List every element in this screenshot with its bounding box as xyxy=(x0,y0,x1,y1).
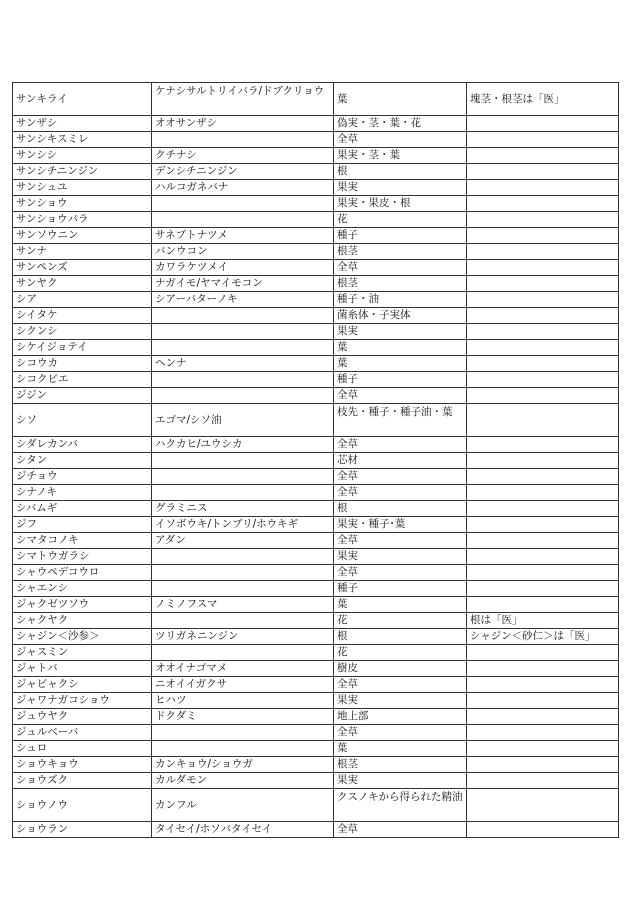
cell-name: シバムギ xyxy=(13,501,152,517)
cell-name: ショウノウ xyxy=(13,789,152,822)
cell-name: シクンシ xyxy=(13,324,152,340)
cell-name: シケイジョテイ xyxy=(13,340,152,356)
cell-note xyxy=(467,212,619,228)
table-row xyxy=(13,388,619,404)
cell-note xyxy=(467,276,619,292)
table-row xyxy=(13,517,619,533)
cell-alias: オオサンザシ xyxy=(152,116,334,132)
cell-part: 芯材 xyxy=(334,453,467,469)
cell-name: ジュウヤク xyxy=(13,709,152,725)
cell-part: 根茎 xyxy=(334,276,467,292)
cell-note xyxy=(467,437,619,453)
cell-name: シュロ xyxy=(13,741,152,757)
cell-alias: グラミニス xyxy=(152,501,334,517)
cell-part: 葉 xyxy=(334,356,467,372)
table-row xyxy=(13,260,619,276)
cell-name: ジャクゼツソウ xyxy=(13,597,152,613)
table-row xyxy=(13,340,619,356)
cell-alias: ナガイモ/ヤマイモコン xyxy=(152,276,334,292)
cell-part: 葉 xyxy=(334,340,467,356)
table-row xyxy=(13,148,619,164)
cell-part: 果実・種子･葉 xyxy=(334,517,467,533)
cell-note xyxy=(467,661,619,677)
cell-note xyxy=(467,533,619,549)
cell-name: シコクビエ xyxy=(13,372,152,388)
table-row xyxy=(13,437,619,453)
cell-alias: ハクカヒ/ユウシカ xyxy=(152,437,334,453)
cell-alias: サネブトナツメ xyxy=(152,228,334,244)
table-row xyxy=(13,228,619,244)
cell-note xyxy=(467,517,619,533)
cell-name: サンザシ xyxy=(13,116,152,132)
cell-part: 全草 xyxy=(334,388,467,404)
cell-name: ショウズク xyxy=(13,773,152,789)
cell-note xyxy=(467,757,619,773)
table-row xyxy=(13,822,619,838)
table-row xyxy=(13,741,619,757)
cell-note xyxy=(467,501,619,517)
cell-alias xyxy=(152,453,334,469)
cell-part: 根茎 xyxy=(334,757,467,773)
cell-note xyxy=(467,469,619,485)
cell-alias xyxy=(152,725,334,741)
cell-name: サンキライ xyxy=(13,83,152,116)
table-row xyxy=(13,597,619,613)
cell-part: 全草 xyxy=(334,725,467,741)
cell-part: 樹皮 xyxy=(334,661,467,677)
cell-part: 葉 xyxy=(334,597,467,613)
cell-name: サンナ xyxy=(13,244,152,260)
cell-alias: カワラケツメイ xyxy=(152,260,334,276)
cell-name: ジャトバ xyxy=(13,661,152,677)
table-row xyxy=(13,613,619,629)
cell-name: ジャスミン xyxy=(13,645,152,661)
cell-part: クスノキから得られた精油 xyxy=(334,789,467,822)
cell-part: 全草 xyxy=(334,822,467,838)
cell-name: シコウカ xyxy=(13,356,152,372)
table-row xyxy=(13,404,619,437)
cell-part: 枝先・種子・種子油・葉 xyxy=(334,404,467,437)
cell-name: サンショウバラ xyxy=(13,212,152,228)
table-row xyxy=(13,757,619,773)
cell-part: 種子 xyxy=(334,372,467,388)
cell-name: サンペンズ xyxy=(13,260,152,276)
cell-part: 地上部 xyxy=(334,709,467,725)
cell-part: 根 xyxy=(334,501,467,517)
table-row xyxy=(13,292,619,308)
cell-alias xyxy=(152,613,334,629)
cell-note xyxy=(467,388,619,404)
cell-note xyxy=(467,485,619,501)
table-row xyxy=(13,212,619,228)
table-row xyxy=(13,789,619,822)
cell-name: サンショウ xyxy=(13,196,152,212)
table-row xyxy=(13,581,619,597)
cell-alias: カルダモン xyxy=(152,773,334,789)
table-row xyxy=(13,549,619,565)
cell-alias xyxy=(152,324,334,340)
cell-name: サンシチニンジン xyxy=(13,164,152,180)
cell-alias: カンキョウ/ショウガ xyxy=(152,757,334,773)
cell-alias: ドクダミ xyxy=(152,709,334,725)
cell-part: 根 xyxy=(334,629,467,645)
cell-alias xyxy=(152,469,334,485)
cell-part: 果実 xyxy=(334,549,467,565)
cell-name: サンシキスミレ xyxy=(13,132,152,148)
table-row xyxy=(13,116,619,132)
cell-alias xyxy=(152,132,334,148)
cell-note xyxy=(467,148,619,164)
cell-note: 根は「医」 xyxy=(467,613,619,629)
cell-name: シイタケ xyxy=(13,308,152,324)
cell-note xyxy=(467,453,619,469)
cell-part: 花 xyxy=(334,212,467,228)
cell-part: 果実 xyxy=(334,773,467,789)
cell-alias xyxy=(152,308,334,324)
cell-note xyxy=(467,581,619,597)
cell-note xyxy=(467,116,619,132)
cell-alias: バンウコン xyxy=(152,244,334,260)
cell-part: 果実 xyxy=(334,693,467,709)
cell-name: シタン xyxy=(13,453,152,469)
cell-alias: ニオイイガクサ xyxy=(152,677,334,693)
cell-alias xyxy=(152,549,334,565)
cell-alias: ハルコガネバナ xyxy=(152,180,334,196)
cell-note xyxy=(467,741,619,757)
cell-part: 果実・茎・葉 xyxy=(334,148,467,164)
cell-note xyxy=(467,260,619,276)
cell-alias: シアーバターノキ xyxy=(152,292,334,308)
herb-table-body xyxy=(13,83,619,838)
cell-name: シャクヤク xyxy=(13,613,152,629)
table-row xyxy=(13,645,619,661)
cell-alias: クチナシ xyxy=(152,148,334,164)
cell-part: 全草 xyxy=(334,533,467,549)
cell-alias: オオイナゴマメ xyxy=(152,661,334,677)
cell-name: サンシュユ xyxy=(13,180,152,196)
cell-part: 全草 xyxy=(334,469,467,485)
cell-alias xyxy=(152,645,334,661)
cell-note xyxy=(467,565,619,581)
table-row xyxy=(13,773,619,789)
cell-name: シソ xyxy=(13,404,152,437)
cell-alias: デンシチニンジン xyxy=(152,164,334,180)
cell-name: サンシシ xyxy=(13,148,152,164)
cell-part: 種子 xyxy=(334,581,467,597)
cell-name: シア xyxy=(13,292,152,308)
cell-note xyxy=(467,677,619,693)
cell-part: 葉 xyxy=(334,83,467,116)
table-row xyxy=(13,324,619,340)
table-row xyxy=(13,533,619,549)
cell-alias xyxy=(152,485,334,501)
table-row xyxy=(13,677,619,693)
cell-note xyxy=(467,404,619,437)
table-row xyxy=(13,629,619,645)
cell-note xyxy=(467,228,619,244)
cell-alias: タイセイ/ホソバタイセイ xyxy=(152,822,334,838)
cell-alias xyxy=(152,372,334,388)
cell-part: 花 xyxy=(334,613,467,629)
table-row xyxy=(13,196,619,212)
cell-part: 根茎 xyxy=(334,244,467,260)
cell-part: 偽実・茎・葉・花 xyxy=(334,116,467,132)
cell-alias: ヒハツ xyxy=(152,693,334,709)
cell-name: シャエンシ xyxy=(13,581,152,597)
cell-alias: エゴマ/シソ油 xyxy=(152,404,334,437)
cell-note xyxy=(467,164,619,180)
table-row xyxy=(13,164,619,180)
cell-alias xyxy=(152,212,334,228)
cell-note xyxy=(467,244,619,260)
cell-note xyxy=(467,597,619,613)
cell-note xyxy=(467,340,619,356)
cell-alias: アダン xyxy=(152,533,334,549)
cell-name: ショウキョウ xyxy=(13,757,152,773)
cell-note xyxy=(467,196,619,212)
cell-alias: ヘンナ xyxy=(152,356,334,372)
cell-note xyxy=(467,773,619,789)
table-row xyxy=(13,83,619,116)
table-row xyxy=(13,372,619,388)
cell-part: 全草 xyxy=(334,132,467,148)
cell-alias xyxy=(152,565,334,581)
cell-part: 全草 xyxy=(334,437,467,453)
cell-name: シャジン＜沙参＞ xyxy=(13,629,152,645)
cell-note xyxy=(467,132,619,148)
cell-note xyxy=(467,356,619,372)
cell-part: 果実・果皮・根 xyxy=(334,196,467,212)
cell-part: 全草 xyxy=(334,677,467,693)
cell-part: 全草 xyxy=(334,260,467,276)
table-row xyxy=(13,661,619,677)
cell-part: 根 xyxy=(334,164,467,180)
table-row xyxy=(13,469,619,485)
cell-alias xyxy=(152,388,334,404)
cell-part: 全草 xyxy=(334,565,467,581)
cell-name: サンヤク xyxy=(13,276,152,292)
cell-note: 塊茎・根茎は「医」 xyxy=(467,83,619,116)
cell-note xyxy=(467,789,619,822)
cell-alias: イソボウキ/トンブリ/ホウキギ xyxy=(152,517,334,533)
cell-part: 菌糸体・子実体 xyxy=(334,308,467,324)
table-row xyxy=(13,356,619,372)
cell-note xyxy=(467,693,619,709)
cell-name: ジャワナガコショウ xyxy=(13,693,152,709)
cell-part: 花 xyxy=(334,645,467,661)
cell-name: シマトウガラシ xyxy=(13,549,152,565)
cell-name: ジチョウ xyxy=(13,469,152,485)
cell-alias: カンフル xyxy=(152,789,334,822)
cell-alias xyxy=(152,581,334,597)
cell-part: 全草 xyxy=(334,485,467,501)
cell-name: シマタコノキ xyxy=(13,533,152,549)
cell-part: 種子 xyxy=(334,228,467,244)
cell-name: ジュルベーバ xyxy=(13,725,152,741)
cell-note xyxy=(467,324,619,340)
cell-note xyxy=(467,372,619,388)
cell-part: 果実 xyxy=(334,324,467,340)
table-row xyxy=(13,725,619,741)
table-row xyxy=(13,132,619,148)
cell-alias xyxy=(152,741,334,757)
table-row xyxy=(13,308,619,324)
cell-name: ジフ xyxy=(13,517,152,533)
cell-note xyxy=(467,725,619,741)
cell-name: ショウラン xyxy=(13,822,152,838)
table-row xyxy=(13,709,619,725)
cell-note xyxy=(467,709,619,725)
cell-note: シャジン＜砂仁＞は「医」 xyxy=(467,629,619,645)
table-row xyxy=(13,180,619,196)
table-row xyxy=(13,693,619,709)
table-row xyxy=(13,501,619,517)
cell-note xyxy=(467,292,619,308)
cell-note xyxy=(467,308,619,324)
cell-note xyxy=(467,180,619,196)
cell-alias xyxy=(152,196,334,212)
cell-alias xyxy=(152,340,334,356)
table-row xyxy=(13,453,619,469)
cell-name: シナノキ xyxy=(13,485,152,501)
cell-note xyxy=(467,549,619,565)
table-row xyxy=(13,485,619,501)
cell-part: 種子・油 xyxy=(334,292,467,308)
table-row xyxy=(13,565,619,581)
cell-name: サンソウニン xyxy=(13,228,152,244)
cell-name: シャウペデコウロ xyxy=(13,565,152,581)
cell-name: ジャビャクシ xyxy=(13,677,152,693)
cell-note xyxy=(467,822,619,838)
cell-part: 葉 xyxy=(334,741,467,757)
cell-alias: ノミノフスマ xyxy=(152,597,334,613)
table-row xyxy=(13,276,619,292)
cell-alias: ケナシサルトリイバラ/ドブクリョウ xyxy=(152,83,334,116)
herb-table xyxy=(12,82,619,838)
cell-part: 果実 xyxy=(334,180,467,196)
table-row xyxy=(13,244,619,260)
cell-alias: ツリガネニンジン xyxy=(152,629,334,645)
cell-name: シダレカンバ xyxy=(13,437,152,453)
cell-name: ジジン xyxy=(13,388,152,404)
cell-note xyxy=(467,645,619,661)
